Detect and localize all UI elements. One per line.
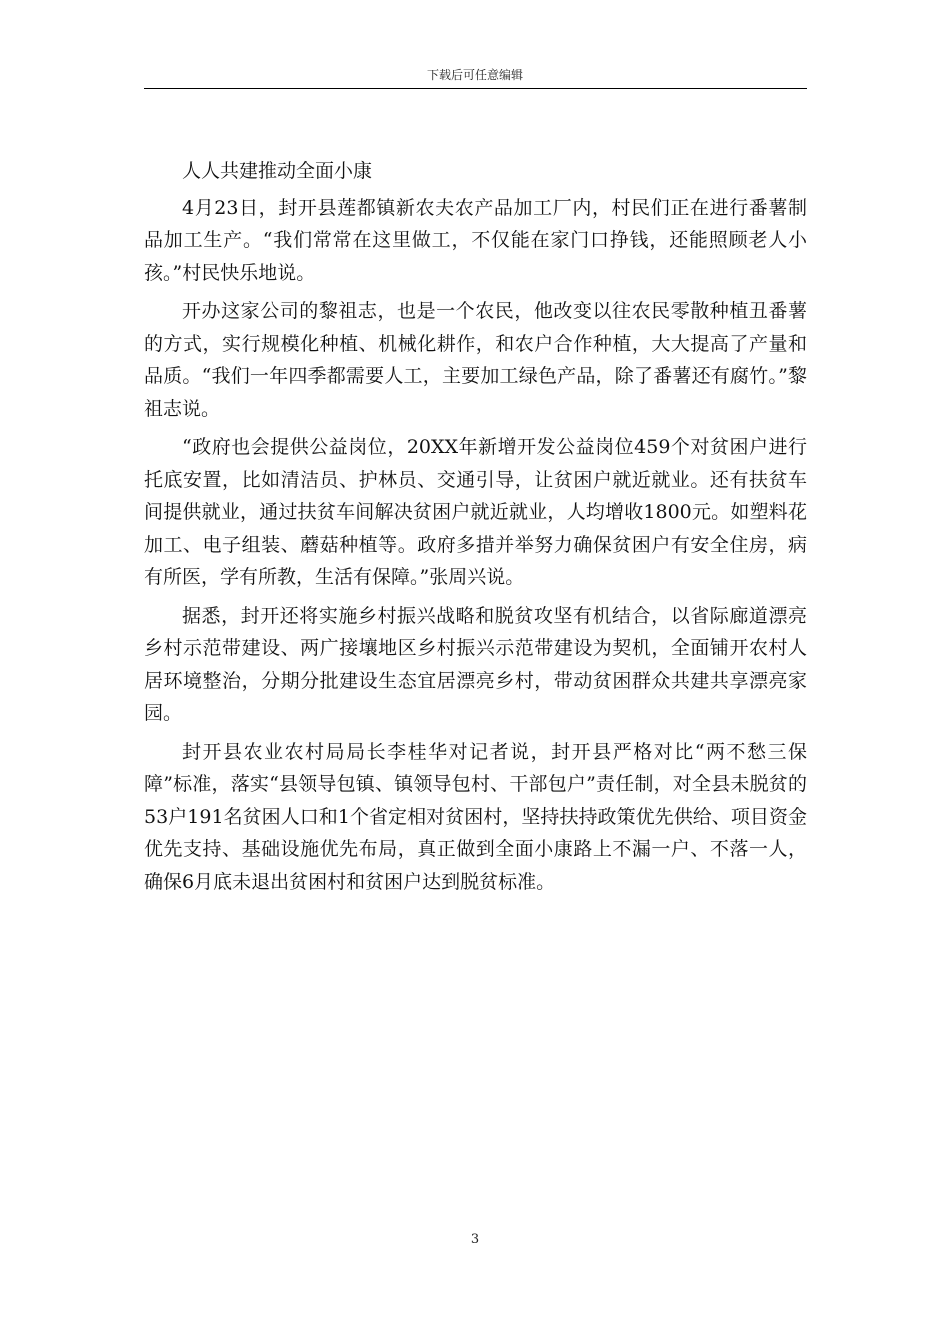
header-divider (144, 88, 807, 89)
paragraph-2: 开办这家公司的黎祖志，也是一个农民，他改变以往农民零散种植丑番薯的方式，实行规模化种植、机械化耕作，和农户合作种植，大大提高了产量和品质。“我们一年四季都需要人工，主要加工绿色产品，除了番薯还有腐竹。”黎祖志说。 (144, 300, 807, 420)
paragraph-5: 封开县农业农村局局长李桂华对记者说，封开县严格对比“两不愁三保障”标准，落实“县领导包镇、镇领导包村、干部包户”责任制，对全县未脱贫的53户191名贫困人口和1个省定相对贫困村，坚持扶持政策优先供给、项目资金优先支持、基础设施优先布局，真正做到全面小康路上不漏一户、不落一人，确保6月底未退出贫困村和贫困户达到脱贫标准。 (144, 740, 807, 893)
page-number: 3 (470, 1232, 480, 1247)
article-title: 人人共建推动全面小康 (182, 160, 373, 182)
article-body (144, 155, 807, 904)
page-header: 下载后可任意编辑 (426, 68, 523, 82)
paragraph-3: “政府也会提供公益岗位，20XX年新增开发公益岗位459个对贫困户进行托底安置，比如清洁员、护林员、交通引导，让贫困户就近就业。还有扶贫车间提供就业，通过扶贫车间解决贫困户就近就业，人均增收1800元。如塑料花加工、电子组装、蘑菇种植等。政府多措并举努力确保贫困户有安全住房，病有所医，学有所教，生活有保障。”张周兴说。 (144, 436, 807, 588)
paragraph-1: 4月23日，封开县莲都镇新农夫农产品加工厂内，村民们正在进行番薯制品加工生产。“我们常常在这里做工，不仅能在家门口挣钱，还能照顾老人小孩。”村民快乐地说。 (144, 196, 807, 284)
paragraph-4: 据悉，封开还将实施乡村振兴战略和脱贫攻坚有机结合，以省际廊道漂亮乡村示范带建设、两广接壤地区乡村振兴示范带建设为契机，全面铺开农村人居环境整治，分期分批建设生态宜居漂亮乡村，带动贫困群众共建共享漂亮家园。 (144, 604, 807, 724)
